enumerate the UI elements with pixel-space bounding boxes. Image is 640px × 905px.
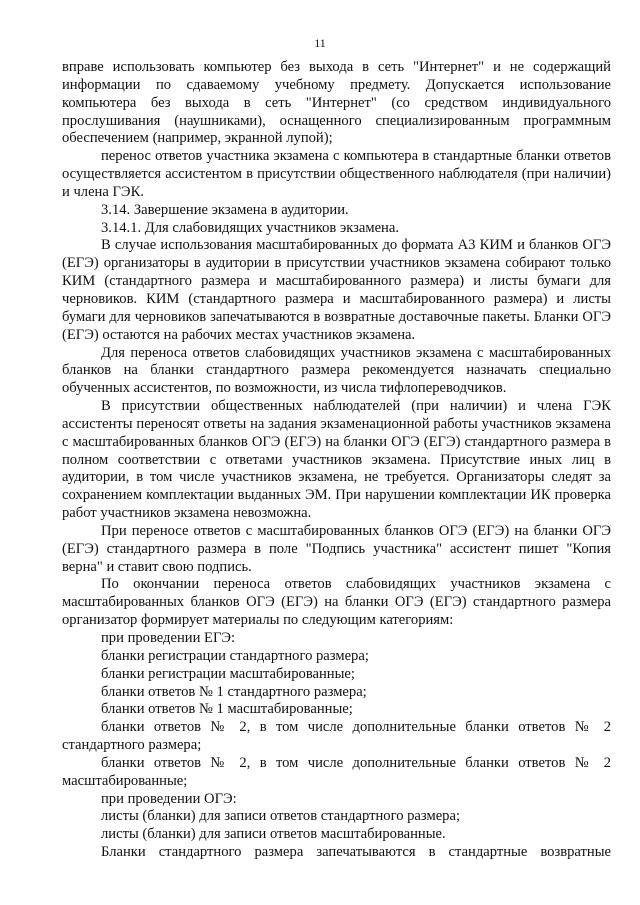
list-heading: при проведении ОГЭ: bbox=[101, 790, 237, 807]
section-heading: 3.14. Завершение экзамена в аудитории. bbox=[101, 201, 349, 218]
page-number: 11 bbox=[314, 36, 326, 50]
paragraph: В случае использования масштабированных до формата А3 КИМ и бланков ОГЭ (ЕГЭ) организаторы в аудитории в присутствии участников экзамена собирают только КИМ (стандартного размера и масштабированного размера) и листы бумаги для черновиков. КИМ (стандартного размера и масштабированного размера) и листы бумаги для черновиков запечатываются в возвратные доставочные пакеты. Бланки ОГЭ (ЕГЭ) остаются на рабочих местах участников экзамена. bbox=[62, 237, 611, 343]
paragraph: перенос ответов участника экзамена с компьютера в стандартные бланки ответов осуществляется ассистентом в присутствии общественного наблюдателя (при наличии) и члена ГЭК. bbox=[62, 148, 611, 200]
subsection-heading: 3.14.1. Для слабовидящих участников экзамена. bbox=[101, 219, 399, 236]
paragraph: По окончании переноса ответов слабовидящих участников экзамена с масштабированных бланков ОГЭ (ЕГЭ) на бланки ОГЭ (ЕГЭ) стандартного размера организатор формирует материалы по следующим категориям: bbox=[62, 576, 611, 629]
list-item: бланки ответов № 2, в том числе дополнительные бланки ответов № 2 стандартного размера; bbox=[62, 719, 611, 754]
paragraph: вправе использовать компьютер без выхода в сеть "Интернет" и не содержащий информации по сдаваемому учебному предмету. Допускается использование компьютера без выхода в сеть "Интернет" (со средством индивидуального прослушивания (наушниками), оснащенного специализированным программным обеспечением (например, экранной лупой); bbox=[62, 59, 611, 147]
list-item: бланки ответов № 1 стандартного размера; bbox=[101, 683, 367, 700]
list-heading: при проведении ЕГЭ: bbox=[101, 630, 236, 646]
paragraph: Бланки стандартного размера запечатываются в стандартные возвратные bbox=[101, 844, 611, 861]
list-item: бланки ответов № 1 масштабированные; bbox=[101, 701, 353, 718]
paragraph: В присутствии общественных наблюдателей (при наличии) и члена ГЭК ассистенты переносят ответы на задания экзаменационной работы участников экзамена с масштабированных бланков ОГЭ (ЕГЭ) на бланки ОГЭ (ЕГЭ) стандартного размера в полном соответствии с ответами участников экзамена. Присутствие иных лиц в аудитории, в том числе участников экзамена, не требуется. Организаторы следят за сохранением комплектации выданных ЭМ. При нарушении комплектации ИК проверка работ участников экзамена невозможна. bbox=[62, 398, 611, 522]
paragraph: Для переноса ответов слабовидящих участников экзамена с масштабированных бланков на бланки стандартного размера рекомендуется назначать специально обученных ассистентов, по возможности, из числа тифлопереводчиков. bbox=[62, 344, 611, 397]
list-item: бланки ответов № 2, в том числе дополнительные бланки ответов № 2 масштабированные; bbox=[62, 754, 611, 789]
list-item: бланки регистрации стандартного размера; bbox=[101, 647, 369, 664]
list-item: бланки регистрации масштабированные; bbox=[101, 665, 355, 682]
paragraph: При переносе ответов с масштабированных бланков ОГЭ (ЕГЭ) на бланки ОГЭ (ЕГЭ) стандартного размера в поле "Подпись участника" ассистент пишет "Копия верна" и ставит свою подпись. bbox=[62, 522, 611, 575]
document-body bbox=[62, 59, 611, 862]
list-item: листы (бланки) для записи ответов масштабированные. bbox=[101, 826, 446, 843]
list-item: листы (бланки) для записи ответов стандартного размера; bbox=[101, 808, 461, 825]
